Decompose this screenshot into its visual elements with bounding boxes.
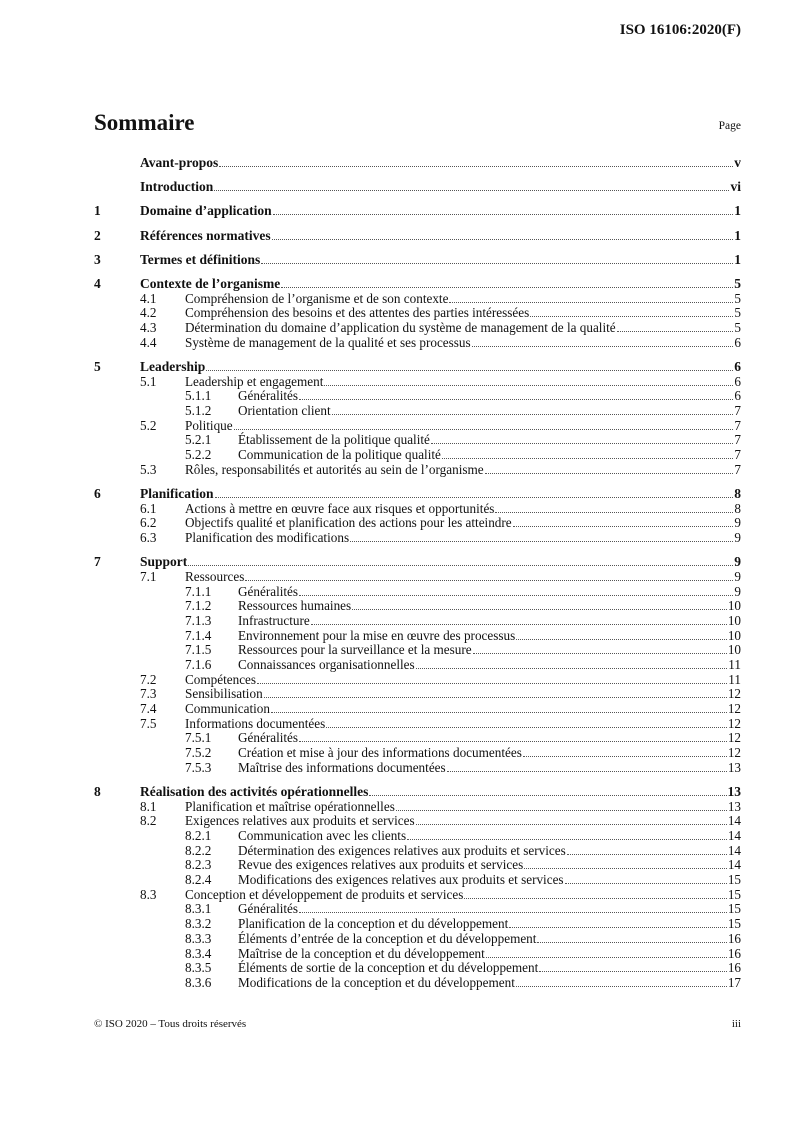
dot-leader	[311, 624, 727, 625]
toc-entry[interactable]	[94, 404, 741, 419]
toc-entry[interactable]	[94, 643, 741, 658]
toc-entry-page: 10	[727, 642, 741, 658]
toc-entry-number: 8.2.3	[185, 857, 212, 873]
toc-entry-title: Établissement de la politique qualité	[238, 432, 430, 448]
dot-leader	[350, 541, 733, 542]
toc-entry-title: Support	[140, 554, 188, 570]
toc-entry[interactable]	[94, 292, 741, 307]
toc-entry[interactable]	[94, 463, 741, 478]
toc-entry-title: Avant-propos	[140, 155, 219, 170]
toc-entry-title: Infrastructure	[238, 612, 310, 628]
footer-page-number: iii	[731, 1018, 741, 1030]
toc-entry-number: 7.3	[140, 686, 157, 702]
toc-entry-number: 7.5.1	[185, 730, 212, 746]
toc-entry-page: 16	[727, 930, 741, 946]
dot-leader	[299, 595, 733, 596]
toc-entry[interactable]	[94, 585, 741, 600]
toc-entry-title: Détermination des exigences relatives aux produits et services	[238, 842, 566, 858]
toc-entry-title: Maîtrise de la conception et du développement	[238, 945, 485, 961]
toc-entry[interactable]	[94, 888, 741, 903]
toc-entry[interactable]	[94, 306, 741, 321]
toc-entry[interactable]	[94, 947, 741, 962]
toc-entry-number: 6.3	[140, 529, 157, 545]
toc-entry-page: 12	[727, 715, 741, 731]
toc-entry-page: v	[734, 155, 741, 170]
toc-entry-title: Références normatives	[140, 227, 271, 243]
toc-entry-number: 8.3.6	[185, 974, 212, 990]
toc-entry-number: 5.1	[140, 373, 157, 389]
toc-entry-page: 14	[727, 857, 741, 873]
dot-leader	[396, 810, 727, 811]
toc-entry-number: 7.1.1	[185, 583, 212, 599]
toc-entry-title: Informations documentées	[185, 715, 326, 731]
toc-entry[interactable]	[94, 531, 741, 546]
dot-leader	[299, 741, 727, 742]
toc-entry[interactable]	[94, 746, 741, 761]
toc-entry[interactable]	[94, 717, 741, 732]
toc-entry-title: Compréhension des besoins et des attentes des parties intéressées	[185, 305, 530, 321]
toc-entry-page: 13	[727, 798, 741, 814]
toc-entry[interactable]	[94, 917, 741, 932]
toc-entry-title: Maîtrise des informations documentées	[238, 759, 446, 775]
toc-entry[interactable]	[94, 673, 741, 688]
dot-leader	[523, 756, 727, 757]
dot-leader	[617, 331, 734, 332]
toc-entry-title: Ressources pour la surveillance et la mesure	[238, 642, 472, 658]
toc-entry-page: 5	[734, 275, 741, 291]
toc-entry-title: Contexte de l’organisme	[140, 275, 281, 291]
toc-entry[interactable]	[94, 516, 741, 531]
toc-entry-page: 6	[734, 388, 741, 404]
toc-entry-page: 9	[734, 515, 741, 531]
document-id-header: ISO 16106:2020(F)	[619, 22, 741, 38]
toc-entry-title: Planification des modifications	[185, 529, 350, 545]
toc-entry-title: Planification	[140, 485, 214, 501]
dot-leader	[188, 565, 733, 566]
toc-entry[interactable]	[94, 814, 741, 829]
toc-entry[interactable]	[94, 487, 741, 502]
toc-entry-number: 8.3.1	[185, 901, 212, 917]
dot-leader	[464, 898, 726, 899]
dot-leader	[281, 287, 733, 288]
toc-entry-title: Conception et développement de produits et services	[185, 886, 464, 902]
toc-entry-page: 16	[727, 945, 741, 961]
toc-entry-number: 5.2.2	[185, 447, 212, 462]
toc-entry[interactable]	[94, 785, 741, 800]
toc-entry-title: Politique	[185, 417, 233, 433]
dot-leader	[516, 986, 727, 987]
toc-entry[interactable]	[94, 375, 741, 390]
toc-entry-title: Ressources	[185, 568, 245, 584]
toc-entry[interactable]	[94, 277, 741, 292]
dot-leader	[332, 414, 734, 415]
toc-entry-title: Connaissances organisationnelles	[238, 656, 415, 672]
toc-entry[interactable]	[94, 976, 741, 991]
dot-leader	[509, 927, 727, 928]
toc-entry-title: Détermination du domaine d’application du système de management de la qualité	[185, 320, 616, 335]
toc-entry-number: 4.1	[140, 290, 157, 306]
toc-entry[interactable]	[94, 433, 741, 448]
toc-entry[interactable]	[94, 844, 741, 859]
toc-entry-number: 8.2	[140, 813, 157, 829]
toc-entry-number: 4.2	[140, 305, 157, 321]
toc-entry-number: 5.1.2	[185, 402, 212, 418]
toc-entry[interactable]	[94, 932, 741, 947]
toc-entry-page: 7	[734, 417, 741, 433]
toc-entry-page: 9	[734, 554, 741, 570]
toc-entry[interactable]	[94, 702, 741, 717]
toc-entry-page: vi	[730, 179, 741, 195]
toc-entry-page: 9	[734, 529, 741, 545]
toc-entry-number: 7.5.3	[185, 759, 212, 775]
dot-leader	[416, 824, 727, 825]
toc-entry-title: Création et mise à jour des informations documentées	[238, 745, 522, 761]
toc-entry-page: 14	[727, 828, 741, 843]
toc-entry-title: Éléments d’entrée de la conception et du développement	[238, 930, 537, 946]
toc-entry[interactable]	[94, 389, 741, 404]
dot-leader	[449, 302, 733, 303]
table-of-contents	[94, 156, 741, 991]
toc-entry-page: 11	[728, 671, 741, 687]
toc-entry-number: 7.1.4	[185, 627, 212, 643]
toc-entry[interactable]	[94, 902, 741, 917]
toc-entry[interactable]	[94, 614, 741, 629]
toc-entry-number: 8.2.2	[185, 842, 212, 858]
toc-entry-page: 6	[734, 334, 741, 350]
toc-entry-number: 8	[94, 783, 101, 799]
toc-entry-number: 8.3.3	[185, 930, 212, 946]
toc-entry-page: 14	[727, 842, 741, 858]
toc-entry-page: 1	[734, 227, 741, 243]
toc-entry-page: 1	[734, 251, 741, 267]
toc-entry-title: Planification de la conception et du développement	[238, 916, 509, 932]
toc-entry[interactable]	[94, 658, 741, 673]
toc-entry-number: 8.3.5	[185, 960, 212, 976]
toc-entry-title: Domaine d’application	[140, 203, 272, 219]
toc-entry[interactable]	[94, 321, 741, 336]
toc-entry-number: 2	[94, 227, 101, 243]
toc-entry[interactable]	[94, 336, 741, 351]
toc-entry-number: 8.2.1	[185, 828, 212, 843]
dot-leader	[472, 346, 734, 347]
toc-entry-title: Généralités	[238, 730, 299, 746]
toc-entry-number: 7	[94, 554, 101, 570]
toc-entry-number: 7.1.6	[185, 656, 212, 672]
toc-entry-title: Actions à mettre en œuvre face aux risques et opportunités	[185, 500, 495, 516]
footer-copyright: © ISO 2020 – Tous droits réservés	[94, 1018, 247, 1030]
toc-entry-number: 7.2	[140, 671, 157, 687]
dot-leader	[352, 609, 727, 610]
toc-entry[interactable]	[94, 360, 741, 375]
toc-entry[interactable]	[94, 629, 741, 644]
toc-entry-page: 8	[734, 500, 741, 516]
toc-entry-number: 4.3	[140, 320, 157, 335]
dot-leader	[537, 942, 726, 943]
toc-entry-page: 12	[727, 686, 741, 702]
dot-leader	[516, 639, 727, 640]
dot-leader	[567, 854, 727, 855]
dot-leader	[261, 263, 733, 264]
toc-entry-title: Communication de la politique qualité	[238, 447, 441, 462]
toc-entry-title: Objectifs qualité et planification des actions pour les atteindre	[185, 515, 512, 531]
toc-entry-title: Éléments de sortie de la conception et du développement	[238, 960, 539, 976]
toc-entry-title: Termes et définitions	[140, 251, 261, 267]
toc-entry-title: Système de management de la qualité et ses processus	[185, 334, 471, 350]
dot-leader	[530, 316, 733, 317]
toc-entry-title: Environnement pour la mise en œuvre des processus	[238, 627, 516, 643]
toc-entry[interactable]	[94, 229, 741, 244]
toc-entry-page: 6	[734, 373, 741, 389]
toc-entry-page: 12	[727, 745, 741, 761]
dot-leader	[234, 429, 734, 430]
toc-entry-number: 7.5	[140, 715, 157, 731]
toc-entry-number: 4.4	[140, 334, 157, 350]
toc-entry-title: Compréhension de l’organisme et de son contexte	[185, 290, 449, 306]
dot-leader	[369, 795, 726, 796]
toc-entry-number: 8.3	[140, 886, 157, 902]
toc-entry-page: 11	[728, 656, 741, 672]
toc-entry-title: Modifications de la conception et du développement	[238, 974, 515, 990]
dot-leader	[272, 239, 734, 240]
toc-entry-page: 12	[727, 730, 741, 746]
toc-entry-page: 15	[727, 886, 741, 902]
toc-entry-page: 7	[734, 461, 741, 477]
dot-leader	[485, 473, 734, 474]
toc-entry[interactable]	[94, 731, 741, 746]
dot-leader	[214, 190, 729, 191]
toc-entry-title: Revue des exigences relatives aux produits et services	[238, 857, 524, 873]
toc-entry-title: Rôles, responsabilités et autorités au sein de l’organisme	[185, 461, 484, 477]
toc-entry-title: Communication	[185, 701, 270, 716]
toc-entry-number: 4	[94, 275, 101, 291]
toc-entry-title: Introduction	[140, 179, 214, 195]
toc-entry-number: 6	[94, 485, 101, 501]
toc-entry-number: 5.2.1	[185, 432, 212, 448]
toc-entry[interactable]	[94, 419, 741, 434]
toc-entry[interactable]	[94, 761, 741, 776]
toc-entry[interactable]	[94, 829, 741, 844]
toc-entry-number: 7.5.2	[185, 745, 212, 761]
dot-leader	[206, 370, 733, 371]
dot-leader	[473, 653, 727, 654]
toc-entry-number: 3	[94, 251, 101, 267]
toc-entry-title: Réalisation des activités opérationnelles	[140, 783, 369, 799]
toc-entry-number: 6.2	[140, 515, 157, 531]
toc-entry[interactable]	[94, 800, 741, 815]
dot-leader	[273, 214, 734, 215]
toc-entry-title: Orientation client	[238, 402, 331, 418]
dot-leader	[299, 399, 733, 400]
toc-entry-page: 9	[734, 568, 741, 584]
dot-leader	[299, 912, 727, 913]
toc-entry-page: 10	[727, 627, 741, 643]
toc-entry-title: Modifications des exigences relatives aux produits et services	[238, 872, 564, 888]
toc-entry-title: Compétences	[185, 671, 257, 687]
toc-entry-title: Généralités	[238, 901, 299, 917]
toc-entry-number: 8.2.4	[185, 872, 212, 888]
toc-entry-page: 13	[727, 759, 741, 775]
dot-leader	[324, 385, 733, 386]
toc-entry-page: 5	[734, 305, 741, 321]
toc-entry[interactable]	[94, 687, 741, 702]
toc-entry-number: 5.3	[140, 461, 157, 477]
toc-entry-page: 7	[734, 402, 741, 418]
toc-entry-page: 1	[734, 203, 741, 219]
toc-entry-page: 15	[727, 872, 741, 888]
dot-leader	[442, 458, 734, 459]
toc-entry[interactable]	[94, 156, 741, 171]
dot-leader	[407, 839, 727, 840]
toc-entry-page: 15	[727, 916, 741, 932]
dot-leader	[271, 712, 727, 713]
toc-entry-number: 5.2	[140, 417, 157, 433]
toc-entry-number: 7.1.5	[185, 642, 212, 658]
toc-entry-title: Ressources humaines	[238, 598, 352, 614]
toc-entry[interactable]	[94, 448, 741, 463]
toc-entry[interactable]	[94, 570, 741, 585]
page-title: Sommaire	[94, 110, 195, 135]
toc-entry-page: 8	[734, 485, 741, 501]
toc-entry[interactable]	[94, 180, 741, 195]
dot-leader	[524, 868, 727, 869]
toc-entry-title: Leadership et engagement	[185, 373, 324, 389]
toc-entry-page: 9	[734, 583, 741, 599]
toc-entry-page: 7	[734, 447, 741, 462]
toc-entry-title: Communication avec les clients	[238, 828, 407, 843]
toc-entry-page: 13	[727, 783, 741, 799]
dot-leader	[513, 526, 734, 527]
toc-entry-number: 5	[94, 358, 101, 374]
toc-entry-title: Généralités	[238, 388, 299, 404]
toc-entry-number: 7.1	[140, 568, 157, 584]
toc-entry-title: Généralités	[238, 583, 299, 599]
dot-leader	[539, 971, 727, 972]
toc-entry-page: 17	[727, 974, 741, 990]
dot-leader	[245, 580, 733, 581]
dot-leader	[565, 883, 727, 884]
toc-entry-page: 10	[727, 598, 741, 614]
dot-leader	[215, 497, 734, 498]
toc-entry-title: Planification et maîtrise opérationnelles	[185, 798, 395, 814]
dot-leader	[257, 683, 727, 684]
toc-entry-page: 12	[727, 701, 741, 716]
toc-entry-title: Exigences relatives aux produits et services	[185, 813, 415, 829]
dot-leader	[486, 957, 727, 958]
toc-entry-number: 8.3.2	[185, 916, 212, 932]
toc-entry-number: 7.1.3	[185, 612, 212, 628]
toc-entry[interactable]	[94, 555, 741, 570]
toc-entry-number: 6.1	[140, 500, 157, 516]
toc-entry-page: 16	[727, 960, 741, 976]
toc-entry-title: Leadership	[140, 358, 206, 374]
dot-leader	[431, 443, 734, 444]
toc-entry-page: 5	[734, 320, 741, 335]
toc-entry-number: 7.4	[140, 701, 157, 716]
toc-entry[interactable]	[94, 599, 741, 614]
toc-entry-page: 7	[734, 432, 741, 448]
toc-entry-number: 8.3.4	[185, 945, 212, 961]
toc-entry-number: 1	[94, 203, 101, 219]
toc-entry-number: 7.1.2	[185, 598, 212, 614]
dot-leader	[447, 771, 727, 772]
toc-entry-number: 8.1	[140, 798, 157, 814]
toc-entry[interactable]	[94, 204, 741, 219]
toc-entry[interactable]	[94, 502, 741, 517]
dot-leader	[219, 166, 733, 167]
toc-entry-page: 15	[727, 901, 741, 917]
toc-entry[interactable]	[94, 858, 741, 873]
toc-entry-page: 6	[734, 358, 741, 374]
toc-entry-page: 14	[727, 813, 741, 829]
toc-entry-page: 5	[734, 290, 741, 306]
toc-entry[interactable]	[94, 253, 741, 268]
toc-entry-page: 10	[727, 612, 741, 628]
toc-entry[interactable]	[94, 873, 741, 888]
dot-leader	[416, 668, 728, 669]
dot-leader	[264, 697, 727, 698]
toc-entry-title: Sensibilisation	[185, 686, 263, 702]
toc-entry-number: 5.1.1	[185, 388, 212, 404]
toc-entry[interactable]	[94, 961, 741, 976]
dot-leader	[495, 512, 733, 513]
page-column-label: Page	[718, 120, 741, 132]
dot-leader	[326, 727, 727, 728]
